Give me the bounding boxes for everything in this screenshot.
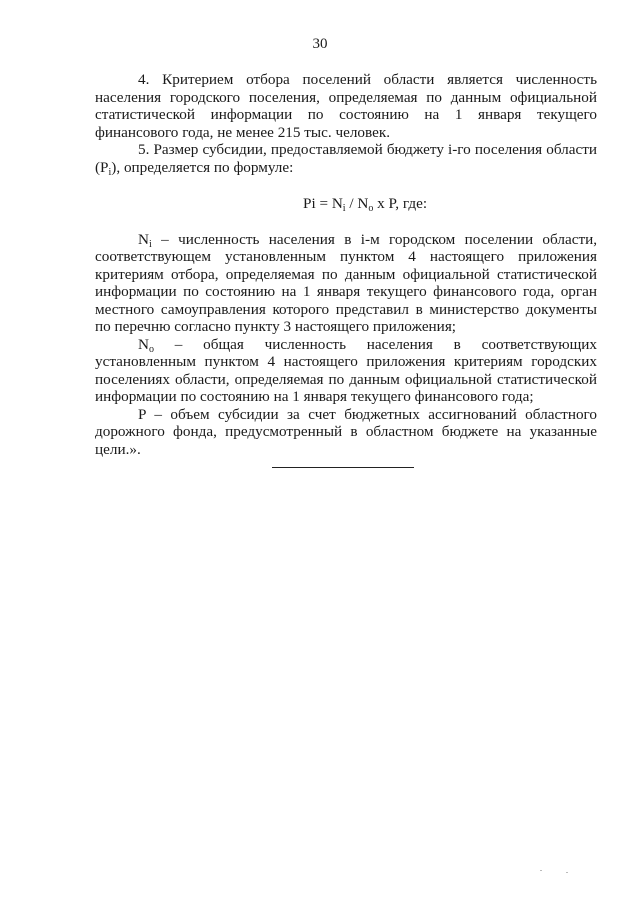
definition-no [95,336,597,406]
ni-subscript: i [148,238,152,250]
definition-p: P – объем субсидии за счет бюджетных ассигнований областного дорожного фонда, предусмотренный в областном бюджете на указанные цели.». [95,405,597,458]
paragraph-subsidy-size [95,141,597,176]
subsidy-text-end: ), определяется по формуле: [111,158,294,176]
formula-part-b: / N [345,195,369,212]
definition-ni [95,231,597,336]
closing-rule [272,467,414,468]
scan-speck [566,872,568,873]
ni-symbol: N [138,230,149,248]
paragraph-criterion: 4. Критерием отбора поселений области является численность населения городского поселения, определяемая по данным официальной статистической информации по состоянию на 1 января текущего финансового года, не менее 215 тыс. человек. [95,71,597,141]
no-subscript: o [148,343,154,355]
scan-speck [540,870,542,871]
formula [95,195,597,213]
page-number: 30 [312,36,328,52]
formula-sub-o: o [368,203,374,214]
formula-part-a: Pi = N [303,195,343,212]
ni-text: – численность населения в i-м городском поселении области, соответствующем установленным пунктом 4 настоящего приложения критериям отбора, определяемая по данным официальной статистической информации по состоянию на 1 января текущего финансового года, орган местного самоуправления которого представил в министерство документы по перечню согласно пункту 3 настоящего приложения; [95,230,597,335]
subsidy-text-start: 5. Размер субсидии, предоставляемой бюджету i-го поселения области (P [95,141,597,176]
no-symbol: N [138,335,149,353]
no-text: – общая численность населения в соответствующих установленным пунктом 4 настоящего приложения критериям городских поселениях области, определяемая по данным официальной статистической информации по состоянию на 1 января текущего финансового года; [95,335,597,405]
subsidy-subscript: i [108,166,112,178]
formula-part-c: x P, где: [373,195,428,212]
formula-sub-i: i [342,203,346,214]
document-body [95,71,597,458]
